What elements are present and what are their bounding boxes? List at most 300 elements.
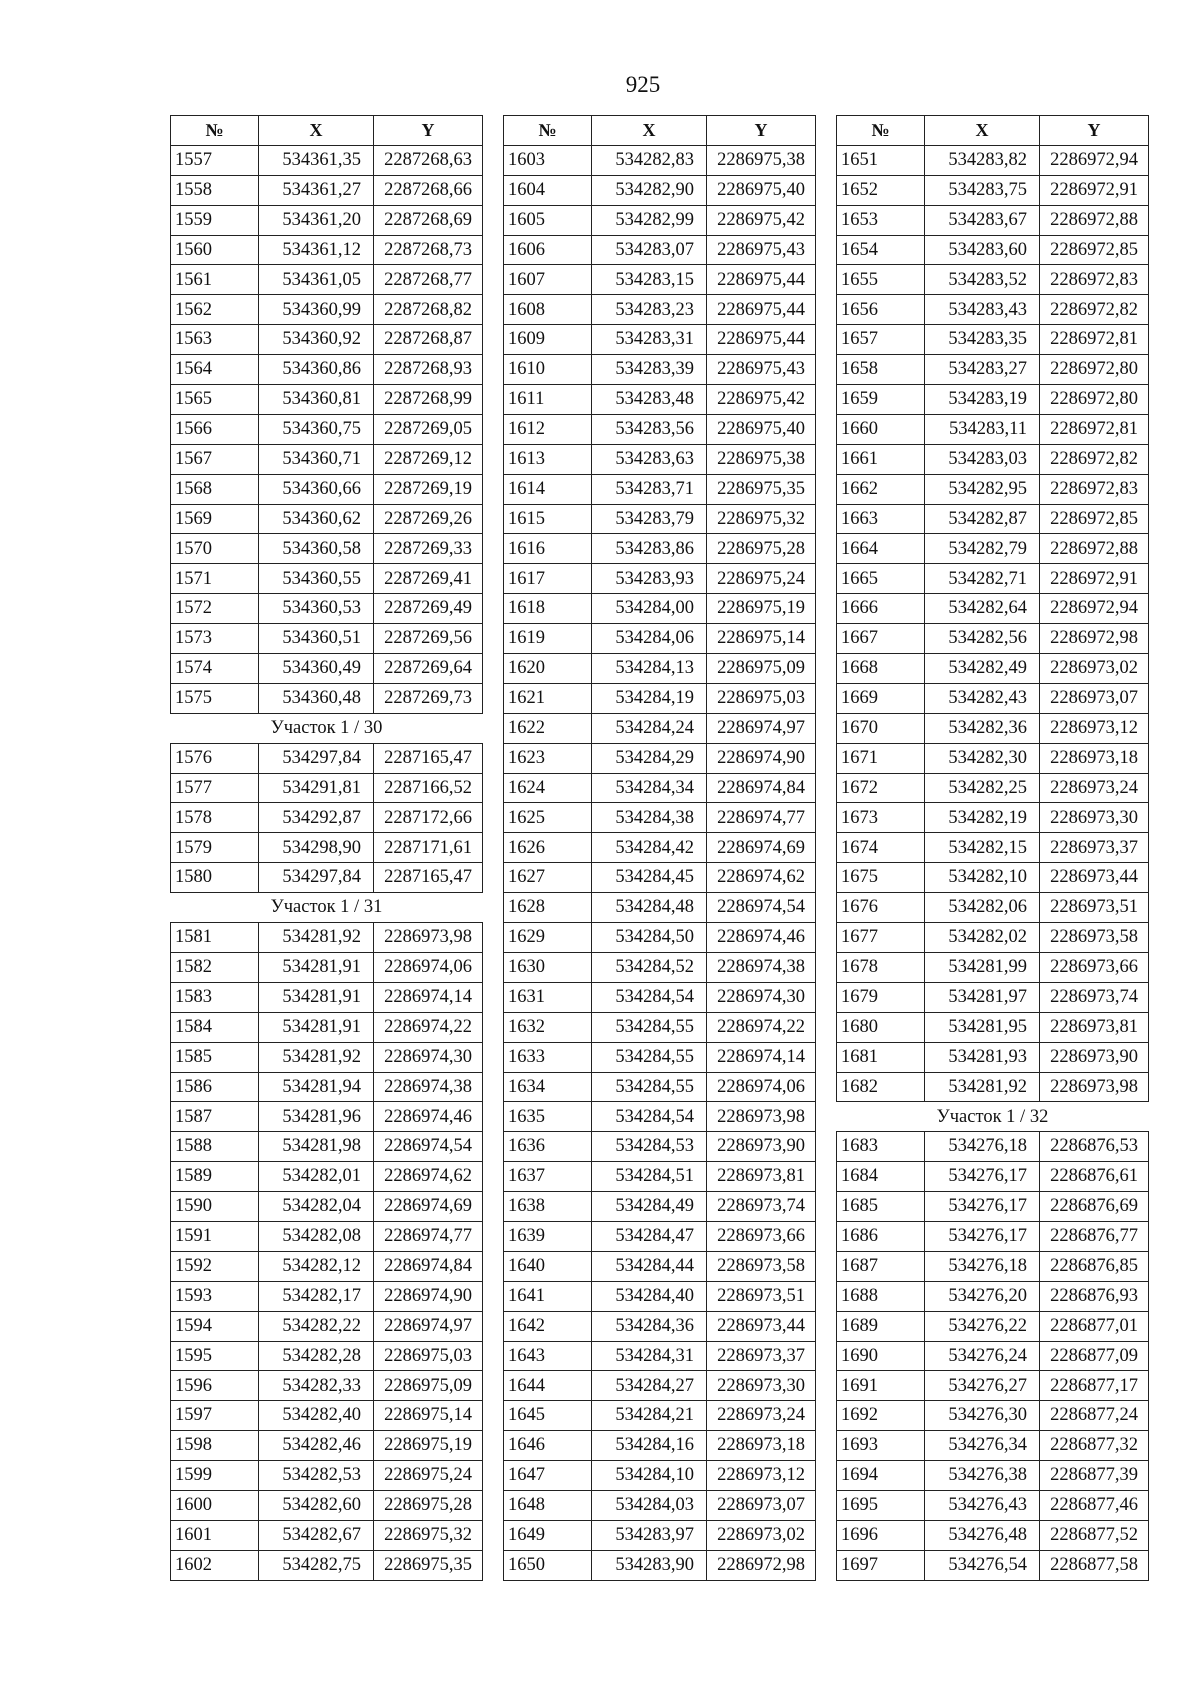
x-coordinate-cell: 534282,04 — [259, 1192, 374, 1222]
point-number-cell: 1622 — [504, 713, 592, 743]
table-row — [171, 1281, 483, 1311]
table-row — [837, 1281, 1149, 1311]
x-coordinate-cell: 534282,75 — [259, 1550, 374, 1580]
x-coordinate-cell: 534360,48 — [259, 683, 374, 713]
x-coordinate-cell: 534361,12 — [259, 235, 374, 265]
x-coordinate-cell: 534360,81 — [259, 385, 374, 415]
x-coordinate-cell: 534360,51 — [259, 624, 374, 654]
point-number-cell: 1566 — [171, 414, 259, 444]
y-coordinate-cell: 2286973,37 — [1040, 833, 1149, 863]
y-coordinate-cell: 2286972,85 — [1040, 504, 1149, 534]
table-row — [504, 923, 816, 953]
x-coordinate-cell: 534283,27 — [925, 355, 1040, 385]
y-coordinate-cell: 2286975,40 — [707, 414, 816, 444]
table-row — [504, 624, 816, 654]
table-row — [171, 982, 483, 1012]
point-number-cell: 1648 — [504, 1490, 592, 1520]
x-coordinate-cell: 534276,38 — [925, 1461, 1040, 1491]
table-row — [837, 175, 1149, 205]
x-coordinate-cell: 534283,90 — [592, 1550, 707, 1580]
table-row — [504, 1281, 816, 1311]
coordinates-table-3 — [836, 115, 1149, 1581]
y-coordinate-cell: 2286973,81 — [707, 1162, 816, 1192]
table-row — [837, 743, 1149, 773]
y-coordinate-cell: 2287166,52 — [374, 773, 483, 803]
y-coordinate-cell: 2286973,74 — [707, 1192, 816, 1222]
x-coordinate-cell: 534283,75 — [925, 175, 1040, 205]
x-coordinate-cell: 534283,23 — [592, 295, 707, 325]
table-row — [171, 952, 483, 982]
x-coordinate-cell: 534284,48 — [592, 893, 707, 923]
y-coordinate-cell: 2287172,66 — [374, 803, 483, 833]
point-number-cell: 1603 — [504, 145, 592, 175]
header-x: X — [259, 116, 374, 146]
table-row — [837, 564, 1149, 594]
x-coordinate-cell: 534276,24 — [925, 1341, 1040, 1371]
table-row — [504, 1371, 816, 1401]
point-number-cell: 1633 — [504, 1042, 592, 1072]
y-coordinate-cell: 2286972,88 — [1040, 205, 1149, 235]
x-coordinate-cell: 534282,53 — [259, 1461, 374, 1491]
y-coordinate-cell: 2286973,90 — [707, 1132, 816, 1162]
point-number-cell: 1638 — [504, 1192, 592, 1222]
x-coordinate-cell: 534276,17 — [925, 1162, 1040, 1192]
point-number-cell: 1649 — [504, 1520, 592, 1550]
y-coordinate-cell: 2286973,90 — [1040, 1042, 1149, 1072]
point-number-cell: 1644 — [504, 1371, 592, 1401]
table-row — [837, 265, 1149, 295]
point-number-cell: 1643 — [504, 1341, 592, 1371]
point-number-cell: 1670 — [837, 713, 925, 743]
table-row — [504, 564, 816, 594]
point-number-cell: 1661 — [837, 444, 925, 474]
x-coordinate-cell: 534282,06 — [925, 893, 1040, 923]
y-coordinate-cell: 2287269,33 — [374, 534, 483, 564]
y-coordinate-cell: 2286877,58 — [1040, 1550, 1149, 1580]
y-coordinate-cell: 2286973,44 — [707, 1311, 816, 1341]
y-coordinate-cell: 2286974,30 — [374, 1042, 483, 1072]
point-number-cell: 1615 — [504, 504, 592, 534]
point-number-cell: 1587 — [171, 1102, 259, 1132]
table-row — [837, 145, 1149, 175]
point-number-cell: 1609 — [504, 325, 592, 355]
y-coordinate-cell: 2287269,64 — [374, 654, 483, 684]
point-number-cell: 1650 — [504, 1550, 592, 1580]
x-coordinate-cell: 534281,95 — [925, 1012, 1040, 1042]
x-coordinate-cell: 534284,51 — [592, 1162, 707, 1192]
y-coordinate-cell: 2287269,19 — [374, 474, 483, 504]
x-coordinate-cell: 534281,98 — [259, 1132, 374, 1162]
x-coordinate-cell: 534361,35 — [259, 145, 374, 175]
point-number-cell: 1691 — [837, 1371, 925, 1401]
point-number-cell: 1626 — [504, 833, 592, 863]
x-coordinate-cell: 534284,55 — [592, 1042, 707, 1072]
y-coordinate-cell: 2286973,66 — [707, 1221, 816, 1251]
y-coordinate-cell: 2286972,83 — [1040, 265, 1149, 295]
point-number-cell: 1591 — [171, 1221, 259, 1251]
y-coordinate-cell: 2286975,42 — [707, 205, 816, 235]
table-row — [504, 683, 816, 713]
point-number-cell: 1601 — [171, 1520, 259, 1550]
point-number-cell: 1647 — [504, 1461, 592, 1491]
y-coordinate-cell: 2286972,94 — [1040, 145, 1149, 175]
y-coordinate-cell: 2286973,37 — [707, 1341, 816, 1371]
y-coordinate-cell: 2286974,06 — [374, 952, 483, 982]
point-number-cell: 1620 — [504, 654, 592, 684]
x-coordinate-cell: 534276,48 — [925, 1520, 1040, 1550]
y-coordinate-cell: 2286973,51 — [707, 1281, 816, 1311]
table-row — [504, 1192, 816, 1222]
x-coordinate-cell: 534281,92 — [259, 923, 374, 953]
x-coordinate-cell: 534360,75 — [259, 414, 374, 444]
y-coordinate-cell: 2287269,05 — [374, 414, 483, 444]
table-row — [171, 1461, 483, 1491]
x-coordinate-cell: 534276,20 — [925, 1281, 1040, 1311]
x-coordinate-cell: 534283,43 — [925, 295, 1040, 325]
x-coordinate-cell: 534361,27 — [259, 175, 374, 205]
point-number-cell: 1577 — [171, 773, 259, 803]
x-coordinate-cell: 534284,13 — [592, 654, 707, 684]
y-coordinate-cell: 2286974,69 — [374, 1192, 483, 1222]
y-coordinate-cell: 2287269,12 — [374, 444, 483, 474]
point-number-cell: 1636 — [504, 1132, 592, 1162]
y-coordinate-cell: 2286974,69 — [707, 833, 816, 863]
y-coordinate-cell: 2287268,66 — [374, 175, 483, 205]
x-coordinate-cell: 534276,18 — [925, 1251, 1040, 1281]
table-row — [504, 205, 816, 235]
point-number-cell: 1651 — [837, 145, 925, 175]
table-row — [504, 385, 816, 415]
x-coordinate-cell: 534283,97 — [592, 1520, 707, 1550]
x-coordinate-cell: 534281,91 — [259, 1012, 374, 1042]
point-number-cell: 1657 — [837, 325, 925, 355]
table-row — [837, 355, 1149, 385]
table-row — [837, 1221, 1149, 1251]
point-number-cell: 1646 — [504, 1431, 592, 1461]
x-coordinate-cell: 534282,33 — [259, 1371, 374, 1401]
table-row — [504, 713, 816, 743]
point-number-cell: 1559 — [171, 205, 259, 235]
x-coordinate-cell: 534276,27 — [925, 1371, 1040, 1401]
y-coordinate-cell: 2286975,19 — [374, 1431, 483, 1461]
section-row — [171, 893, 483, 923]
y-coordinate-cell: 2286973,51 — [1040, 893, 1149, 923]
x-coordinate-cell: 534283,39 — [592, 355, 707, 385]
point-number-cell: 1631 — [504, 982, 592, 1012]
point-number-cell: 1632 — [504, 1012, 592, 1042]
table-row — [171, 1490, 483, 1520]
x-coordinate-cell: 534360,62 — [259, 504, 374, 534]
point-number-cell: 1624 — [504, 773, 592, 803]
point-number-cell: 1637 — [504, 1162, 592, 1192]
point-number-cell: 1690 — [837, 1341, 925, 1371]
table-row — [171, 1042, 483, 1072]
table-row — [837, 654, 1149, 684]
x-coordinate-cell: 534276,18 — [925, 1132, 1040, 1162]
y-coordinate-cell: 2286975,35 — [707, 474, 816, 504]
table-row — [171, 594, 483, 624]
y-coordinate-cell: 2286972,91 — [1040, 175, 1149, 205]
y-coordinate-cell: 2286975,24 — [374, 1461, 483, 1491]
table-row — [837, 504, 1149, 534]
table-row — [837, 1461, 1149, 1491]
y-coordinate-cell: 2287268,99 — [374, 385, 483, 415]
point-number-cell: 1692 — [837, 1401, 925, 1431]
table-row — [171, 1102, 483, 1132]
y-coordinate-cell: 2287269,49 — [374, 594, 483, 624]
y-coordinate-cell: 2286877,09 — [1040, 1341, 1149, 1371]
y-coordinate-cell: 2286972,80 — [1040, 355, 1149, 385]
point-number-cell: 1625 — [504, 803, 592, 833]
y-coordinate-cell: 2286975,24 — [707, 564, 816, 594]
table-row — [504, 1341, 816, 1371]
point-number-cell: 1594 — [171, 1311, 259, 1341]
x-coordinate-cell: 534282,49 — [925, 654, 1040, 684]
table-row — [171, 1401, 483, 1431]
point-number-cell: 1668 — [837, 654, 925, 684]
y-coordinate-cell: 2286972,91 — [1040, 564, 1149, 594]
table-row — [837, 1431, 1149, 1461]
table-row — [504, 803, 816, 833]
point-number-cell: 1619 — [504, 624, 592, 654]
point-number-cell: 1660 — [837, 414, 925, 444]
header-row — [171, 116, 483, 146]
table-row — [837, 414, 1149, 444]
point-number-cell: 1681 — [837, 1042, 925, 1072]
point-number-cell: 1582 — [171, 952, 259, 982]
y-coordinate-cell: 2287269,26 — [374, 504, 483, 534]
x-coordinate-cell: 534360,92 — [259, 325, 374, 355]
table-row — [504, 1311, 816, 1341]
y-coordinate-cell: 2286973,98 — [1040, 1072, 1149, 1102]
point-number-cell: 1674 — [837, 833, 925, 863]
x-coordinate-cell: 534284,24 — [592, 713, 707, 743]
table-row — [837, 1520, 1149, 1550]
point-number-cell: 1588 — [171, 1132, 259, 1162]
table-row — [171, 863, 483, 893]
y-coordinate-cell: 2286973,66 — [1040, 952, 1149, 982]
table-row — [837, 1311, 1149, 1341]
x-coordinate-cell: 534284,31 — [592, 1341, 707, 1371]
point-number-cell: 1575 — [171, 683, 259, 713]
table-row — [837, 385, 1149, 415]
y-coordinate-cell: 2286974,46 — [374, 1102, 483, 1132]
y-coordinate-cell: 2286973,18 — [707, 1431, 816, 1461]
y-coordinate-cell: 2286974,22 — [707, 1012, 816, 1042]
point-number-cell: 1598 — [171, 1431, 259, 1461]
x-coordinate-cell: 534291,81 — [259, 773, 374, 803]
point-number-cell: 1640 — [504, 1251, 592, 1281]
x-coordinate-cell: 534283,19 — [925, 385, 1040, 415]
x-coordinate-cell: 534284,54 — [592, 982, 707, 1012]
header-number: № — [171, 116, 259, 146]
y-coordinate-cell: 2286974,62 — [707, 863, 816, 893]
y-coordinate-cell: 2287269,56 — [374, 624, 483, 654]
table-row — [837, 1042, 1149, 1072]
point-number-cell: 1563 — [171, 325, 259, 355]
x-coordinate-cell: 534282,15 — [925, 833, 1040, 863]
point-number-cell: 1586 — [171, 1072, 259, 1102]
x-coordinate-cell: 534283,48 — [592, 385, 707, 415]
x-coordinate-cell: 534284,55 — [592, 1012, 707, 1042]
table-row — [504, 1132, 816, 1162]
point-number-cell: 1679 — [837, 982, 925, 1012]
point-number-cell: 1580 — [171, 863, 259, 893]
x-coordinate-cell: 534282,08 — [259, 1221, 374, 1251]
point-number-cell: 1645 — [504, 1401, 592, 1431]
x-coordinate-cell: 534298,90 — [259, 833, 374, 863]
y-coordinate-cell: 2286877,17 — [1040, 1371, 1149, 1401]
y-coordinate-cell: 2286975,32 — [707, 504, 816, 534]
point-number-cell: 1574 — [171, 654, 259, 684]
point-number-cell: 1579 — [171, 833, 259, 863]
y-coordinate-cell: 2286975,14 — [374, 1401, 483, 1431]
table-row — [504, 1162, 816, 1192]
point-number-cell: 1659 — [837, 385, 925, 415]
table-row — [171, 444, 483, 474]
table-row — [171, 1012, 483, 1042]
y-coordinate-cell: 2287268,93 — [374, 355, 483, 385]
point-number-cell: 1604 — [504, 175, 592, 205]
x-coordinate-cell: 534281,93 — [925, 1042, 1040, 1072]
point-number-cell: 1564 — [171, 355, 259, 385]
point-number-cell: 1677 — [837, 923, 925, 953]
x-coordinate-cell: 534283,52 — [925, 265, 1040, 295]
section-row — [837, 1102, 1149, 1132]
table-row — [837, 1490, 1149, 1520]
table-row — [504, 145, 816, 175]
table-row — [504, 504, 816, 534]
x-coordinate-cell: 534283,93 — [592, 564, 707, 594]
x-coordinate-cell: 534284,03 — [592, 1490, 707, 1520]
table-row — [504, 414, 816, 444]
table-row — [504, 1401, 816, 1431]
x-coordinate-cell: 534284,44 — [592, 1251, 707, 1281]
y-coordinate-cell: 2286972,83 — [1040, 474, 1149, 504]
x-coordinate-cell: 534276,17 — [925, 1192, 1040, 1222]
x-coordinate-cell: 534284,47 — [592, 1221, 707, 1251]
table-row — [837, 713, 1149, 743]
x-coordinate-cell: 534283,35 — [925, 325, 1040, 355]
x-coordinate-cell: 534276,30 — [925, 1401, 1040, 1431]
table-row — [171, 743, 483, 773]
x-coordinate-cell: 534283,07 — [592, 235, 707, 265]
coordinates-table-1 — [170, 115, 483, 1581]
point-number-cell: 1567 — [171, 444, 259, 474]
x-coordinate-cell: 534284,29 — [592, 743, 707, 773]
table-row — [171, 1550, 483, 1580]
point-number-cell: 1593 — [171, 1281, 259, 1311]
table-row — [171, 624, 483, 654]
x-coordinate-cell: 534282,60 — [259, 1490, 374, 1520]
x-coordinate-cell: 534282,46 — [259, 1431, 374, 1461]
point-number-cell: 1605 — [504, 205, 592, 235]
point-number-cell: 1678 — [837, 952, 925, 982]
table-row — [171, 534, 483, 564]
point-number-cell: 1639 — [504, 1221, 592, 1251]
y-coordinate-cell: 2286975,09 — [707, 654, 816, 684]
y-coordinate-cell: 2286973,24 — [1040, 773, 1149, 803]
point-number-cell: 1561 — [171, 265, 259, 295]
x-coordinate-cell: 534281,92 — [259, 1042, 374, 1072]
y-coordinate-cell: 2286974,54 — [707, 893, 816, 923]
point-number-cell: 1694 — [837, 1461, 925, 1491]
table-row — [504, 355, 816, 385]
table-row — [504, 1251, 816, 1281]
x-coordinate-cell: 534283,82 — [925, 145, 1040, 175]
x-coordinate-cell: 534281,96 — [259, 1102, 374, 1132]
point-number-cell: 1685 — [837, 1192, 925, 1222]
y-coordinate-cell: 2286972,81 — [1040, 414, 1149, 444]
table-row — [171, 833, 483, 863]
y-coordinate-cell: 2286876,61 — [1040, 1162, 1149, 1192]
table-row — [171, 654, 483, 684]
header-row — [504, 116, 816, 146]
x-coordinate-cell: 534360,86 — [259, 355, 374, 385]
table-row — [171, 235, 483, 265]
point-number-cell: 1616 — [504, 534, 592, 564]
x-coordinate-cell: 534276,34 — [925, 1431, 1040, 1461]
table-row — [171, 1371, 483, 1401]
y-coordinate-cell: 2286972,98 — [707, 1550, 816, 1580]
table-row — [837, 1550, 1149, 1580]
section-title: Участок 1 / 32 — [837, 1102, 1149, 1132]
table-row — [171, 1162, 483, 1192]
x-coordinate-cell: 534284,34 — [592, 773, 707, 803]
table-row — [171, 355, 483, 385]
table-row — [504, 773, 816, 803]
table-row — [837, 803, 1149, 833]
table-row — [504, 893, 816, 923]
y-coordinate-cell: 2286975,09 — [374, 1371, 483, 1401]
point-number-cell: 1560 — [171, 235, 259, 265]
point-number-cell: 1614 — [504, 474, 592, 504]
section-row — [171, 713, 483, 743]
table-row — [837, 1162, 1149, 1192]
point-number-cell: 1607 — [504, 265, 592, 295]
x-coordinate-cell: 534283,86 — [592, 534, 707, 564]
y-coordinate-cell: 2286972,80 — [1040, 385, 1149, 415]
point-number-cell: 1664 — [837, 534, 925, 564]
y-coordinate-cell: 2286974,90 — [374, 1281, 483, 1311]
point-number-cell: 1669 — [837, 683, 925, 713]
point-number-cell: 1654 — [837, 235, 925, 265]
table-row — [171, 683, 483, 713]
table-row — [504, 1102, 816, 1132]
point-number-cell: 1600 — [171, 1490, 259, 1520]
x-coordinate-cell: 534360,55 — [259, 564, 374, 594]
x-coordinate-cell: 534276,43 — [925, 1490, 1040, 1520]
point-number-cell: 1693 — [837, 1431, 925, 1461]
x-coordinate-cell: 534282,36 — [925, 713, 1040, 743]
table-row — [504, 654, 816, 684]
table-row — [504, 1221, 816, 1251]
header-number: № — [837, 116, 925, 146]
table-row — [171, 145, 483, 175]
y-coordinate-cell: 2287165,47 — [374, 743, 483, 773]
table-row — [837, 893, 1149, 923]
y-coordinate-cell: 2286975,43 — [707, 235, 816, 265]
table-row — [837, 1401, 1149, 1431]
y-coordinate-cell: 2286975,19 — [707, 594, 816, 624]
x-coordinate-cell: 534283,63 — [592, 444, 707, 474]
y-coordinate-cell: 2286974,54 — [374, 1132, 483, 1162]
y-coordinate-cell: 2286973,44 — [1040, 863, 1149, 893]
point-number-cell: 1663 — [837, 504, 925, 534]
y-coordinate-cell: 2286973,12 — [1040, 713, 1149, 743]
y-coordinate-cell: 2286973,30 — [1040, 803, 1149, 833]
table-row — [171, 205, 483, 235]
